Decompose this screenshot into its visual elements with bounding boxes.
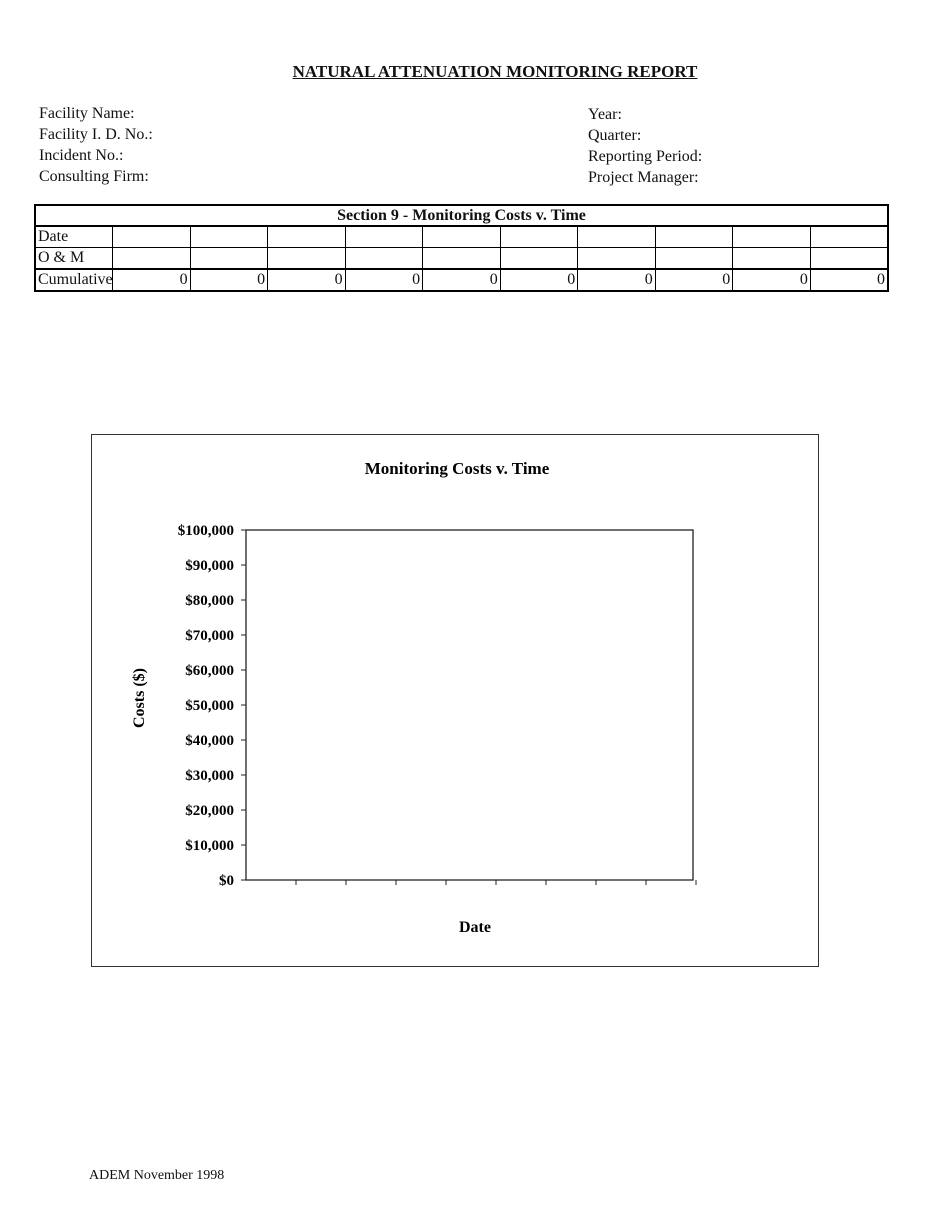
facility-info-right [588, 104, 702, 188]
date-cell[interactable] [113, 226, 191, 248]
cumulative-cell: 0 [733, 269, 811, 291]
facility-name-label: Facility Name: [39, 105, 135, 122]
facility-id-label: Facility I. D. No.: [39, 126, 153, 143]
facility-info-left [39, 103, 153, 187]
om-cell[interactable] [733, 248, 811, 270]
y-tick-label: $0 [219, 873, 234, 889]
chart-title: Monitoring Costs v. Time [364, 459, 550, 478]
om-cell[interactable] [500, 248, 578, 270]
year-label: Year: [588, 106, 622, 123]
y-tick-label: $90,000 [185, 558, 234, 574]
date-cell[interactable] [733, 226, 811, 248]
cumulative-cell: 0 [113, 269, 191, 291]
om-cell[interactable] [190, 248, 268, 270]
costs-chart [92, 435, 820, 968]
incident-no-label: Incident No.: [39, 147, 124, 164]
cumulative-cell: 0 [190, 269, 268, 291]
om-cell[interactable] [268, 248, 346, 270]
cumulative-cell: 0 [810, 269, 888, 291]
table-row [35, 269, 888, 291]
om-cell[interactable] [810, 248, 888, 270]
om-cell[interactable] [345, 248, 423, 270]
y-tick-label: $30,000 [185, 768, 234, 784]
cumulative-row-label: Cumulative [35, 269, 113, 291]
date-cell[interactable] [423, 226, 501, 248]
om-cell[interactable] [655, 248, 733, 270]
date-cell[interactable] [655, 226, 733, 248]
y-axis-label: Costs ($) [131, 668, 148, 728]
section-title: Section 9 - Monitoring Costs v. Time [35, 205, 888, 226]
table-row [35, 226, 888, 248]
cumulative-cell: 0 [655, 269, 733, 291]
cumulative-cell: 0 [500, 269, 578, 291]
cumulative-cell: 0 [268, 269, 346, 291]
date-cell[interactable] [190, 226, 268, 248]
date-cell[interactable] [345, 226, 423, 248]
y-tick-label: $60,000 [185, 663, 234, 679]
cumulative-cell: 0 [578, 269, 656, 291]
date-row-label: Date [35, 226, 113, 248]
y-tick-label: $50,000 [185, 698, 234, 714]
y-tick-label: $10,000 [185, 838, 234, 854]
om-cell[interactable] [578, 248, 656, 270]
om-row-label: O & M [35, 248, 113, 270]
consulting-firm-label: Consulting Firm: [39, 168, 149, 185]
monitoring-costs-table [34, 204, 889, 292]
cumulative-cell: 0 [423, 269, 501, 291]
y-tick-label: $70,000 [185, 628, 234, 644]
chart-frame [91, 434, 819, 967]
project-manager-label: Project Manager: [588, 169, 699, 186]
reporting-period-label: Reporting Period: [588, 148, 703, 165]
x-axis-label: Date [459, 919, 491, 936]
date-cell[interactable] [268, 226, 346, 248]
y-tick-label: $20,000 [185, 803, 234, 819]
y-tick-label: $40,000 [185, 733, 234, 749]
y-tick-label: $80,000 [185, 593, 234, 609]
report-title: NATURAL ATTENUATION MONITORING REPORT [292, 62, 698, 81]
om-cell[interactable] [423, 248, 501, 270]
om-cell[interactable] [113, 248, 191, 270]
y-tick-label: $100,000 [177, 523, 234, 539]
quarter-label: Quarter: [588, 127, 642, 144]
table-row [35, 248, 888, 270]
cumulative-cell: 0 [345, 269, 423, 291]
plot-area [246, 530, 693, 880]
date-cell[interactable] [810, 226, 888, 248]
date-cell[interactable] [578, 226, 656, 248]
date-cell[interactable] [500, 226, 578, 248]
footer-text: ADEM November 1998 [89, 1168, 225, 1183]
